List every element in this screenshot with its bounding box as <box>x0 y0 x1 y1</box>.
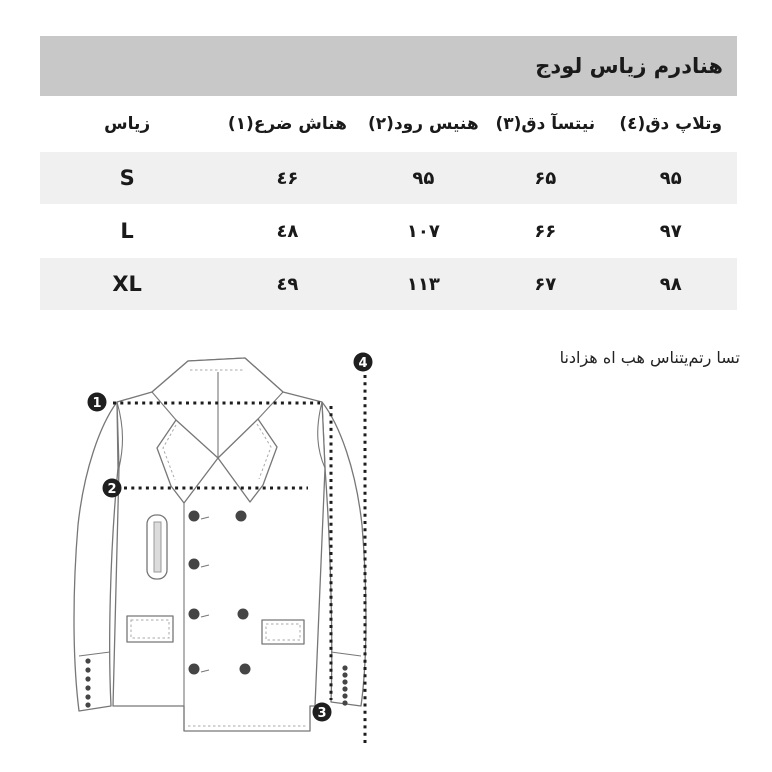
sleeve-value: ۶۵ <box>534 167 557 189</box>
right-sleeve <box>322 402 366 706</box>
size-value: XL <box>112 272 142 296</box>
svg-text:2: 2 <box>107 482 117 497</box>
svg-text:4: 4 <box>358 356 368 371</box>
chest-value: ٩۵ <box>412 167 435 189</box>
col-header-size: سایز <box>104 114 151 134</box>
col-header-sleeve: (٣)قد آستین <box>495 114 596 134</box>
coat-value: ٩۵ <box>659 167 682 189</box>
front-button <box>240 664 251 675</box>
front-button <box>189 664 200 675</box>
shoulder-value: ٤٨ <box>276 220 299 242</box>
front-button <box>236 511 247 522</box>
svg-text:3: 3 <box>317 706 327 721</box>
coat-body <box>113 358 325 731</box>
marker-1 <box>88 393 107 412</box>
front-button <box>189 559 200 570</box>
page-title: جدول سایز مردانه <box>40 36 737 96</box>
sleeve-value: ۶۷ <box>534 273 557 295</box>
svg-text:1: 1 <box>92 396 102 411</box>
size-value: L <box>120 219 134 243</box>
size-value: S <box>119 166 135 190</box>
chest-value: ۱۰۷ <box>406 220 440 242</box>
shoulder-value: ٤٩ <box>276 273 299 295</box>
col-header-chest: (٢)دور سینه <box>368 114 479 134</box>
coat-value: ٩٨ <box>659 273 682 295</box>
shoulder-value: ٤۶ <box>276 167 299 189</box>
sleeve-value: ۶۶ <box>534 220 557 242</box>
chest-value: ۱۱۳ <box>406 273 440 295</box>
front-button <box>189 511 200 522</box>
units-note: اندازه ها به سانتی‌متر است <box>559 348 740 367</box>
front-button <box>238 609 249 620</box>
col-header-shoulder: (١)عرض شانه <box>227 114 347 134</box>
marker-2 <box>103 479 122 498</box>
chest-welt-slit <box>154 522 161 572</box>
marker-4 <box>354 353 373 372</box>
marker-3 <box>313 703 332 722</box>
left-sleeve <box>74 402 118 711</box>
front-button <box>189 609 200 620</box>
col-header-coat: (٤)قد پالتو <box>619 114 723 134</box>
coat-value: ٩٧ <box>659 220 682 242</box>
